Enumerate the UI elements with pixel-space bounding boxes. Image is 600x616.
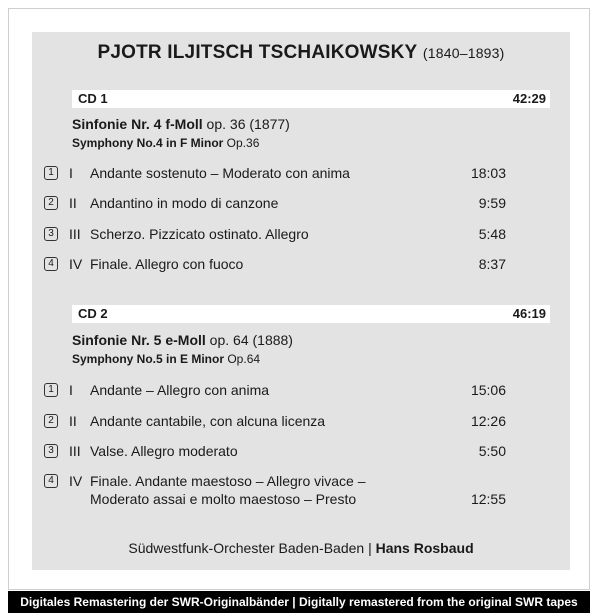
track-number-icon: 1	[44, 166, 58, 180]
track-number-icon: 2	[44, 196, 58, 210]
movement-numeral: II	[69, 195, 77, 211]
cd1-work-subtitle-opus: Op.36	[223, 136, 260, 150]
cd2-header	[72, 305, 550, 323]
movement-numeral: I	[69, 165, 73, 181]
cd1-header	[72, 90, 550, 108]
track-title: Scherzo. Pizzicato ostinato. Allegro	[90, 226, 309, 242]
remastering-footer: Digitales Remastering der SWR-Originalbänder | Digitally remastered from the original SWR tapes	[8, 591, 590, 613]
cd1-label: CD 1	[78, 91, 108, 106]
track-number-icon: 4	[44, 474, 58, 488]
track-duration: 5:48	[478, 226, 506, 242]
cd2-duration: 46:19	[512, 306, 546, 321]
cd1-work-title-main: Sinfonie Nr. 4 f-Moll	[72, 116, 203, 132]
cd2-work-title	[72, 332, 293, 348]
performer-credit	[32, 540, 570, 556]
track-number-icon: 3	[44, 444, 58, 458]
movement-numeral: IV	[69, 473, 83, 489]
track-duration: 5:50	[478, 443, 506, 459]
cd2-work-title-main: Sinfonie Nr. 5 e-Moll	[72, 332, 206, 348]
cd1-duration: 42:29	[512, 91, 546, 106]
cd2-work-subtitle	[72, 352, 260, 366]
track-duration: 12:26	[470, 413, 506, 429]
movement-numeral: III	[69, 443, 81, 459]
movement-numeral: IV	[69, 256, 83, 272]
composer-name: PJOTR ILJITSCH TSCHAIKOWSKY	[97, 42, 418, 63]
track-title: Finale. Andante maestoso – Allegro vivace –	[90, 473, 366, 489]
track-title: Valse. Allegro moderato	[90, 443, 238, 459]
track-duration: 9:59	[478, 195, 506, 211]
movement-numeral: I	[69, 382, 73, 398]
composer-heading	[32, 42, 570, 64]
track-title: Andante sostenuto – Moderato con anima	[90, 165, 350, 181]
movement-numeral: III	[69, 226, 81, 242]
conductor-name: Hans Rosbaud	[375, 540, 474, 556]
track-number-icon: 2	[44, 414, 58, 428]
track-number-icon: 1	[44, 383, 58, 397]
track-number-icon: 3	[44, 227, 58, 241]
track-title-continued: Moderato assai e molto maestoso – Presto	[90, 491, 357, 507]
cd1-work-title	[72, 116, 290, 132]
track-title: Andante cantabile, con alcuna licenza	[90, 413, 326, 429]
track-duration: 18:03	[470, 165, 506, 181]
credit-separator: |	[364, 540, 376, 556]
cd1-work-subtitle	[72, 136, 259, 150]
cd1-work-subtitle-main: Symphony No.4 in F Minor	[72, 136, 224, 150]
cd2-label: CD 2	[78, 306, 108, 321]
track-duration: 15:06	[470, 382, 506, 398]
track-title: Finale. Allegro con fuoco	[90, 256, 244, 272]
track-title: Andantino in modo di canzone	[90, 195, 279, 211]
cd2-work-title-opus: op. 64 (1888)	[205, 332, 293, 348]
track-number-icon: 4	[44, 257, 58, 271]
movement-numeral: II	[69, 413, 77, 429]
cd2-work-subtitle-main: Symphony No.5 in E Minor	[72, 352, 225, 366]
track-duration: 12:55	[470, 491, 506, 507]
cd2-work-subtitle-opus: Op.64	[224, 352, 261, 366]
composer-dates: (1840–1893)	[422, 45, 505, 61]
track-title: Andante – Allegro con anima	[90, 382, 270, 398]
cd1-work-title-opus: op. 36 (1877)	[202, 116, 290, 132]
track-duration: 8:37	[478, 256, 506, 272]
tracklist-panel	[32, 32, 570, 570]
orchestra-name: Südwestfunk-Orchester Baden-Baden	[128, 540, 365, 556]
